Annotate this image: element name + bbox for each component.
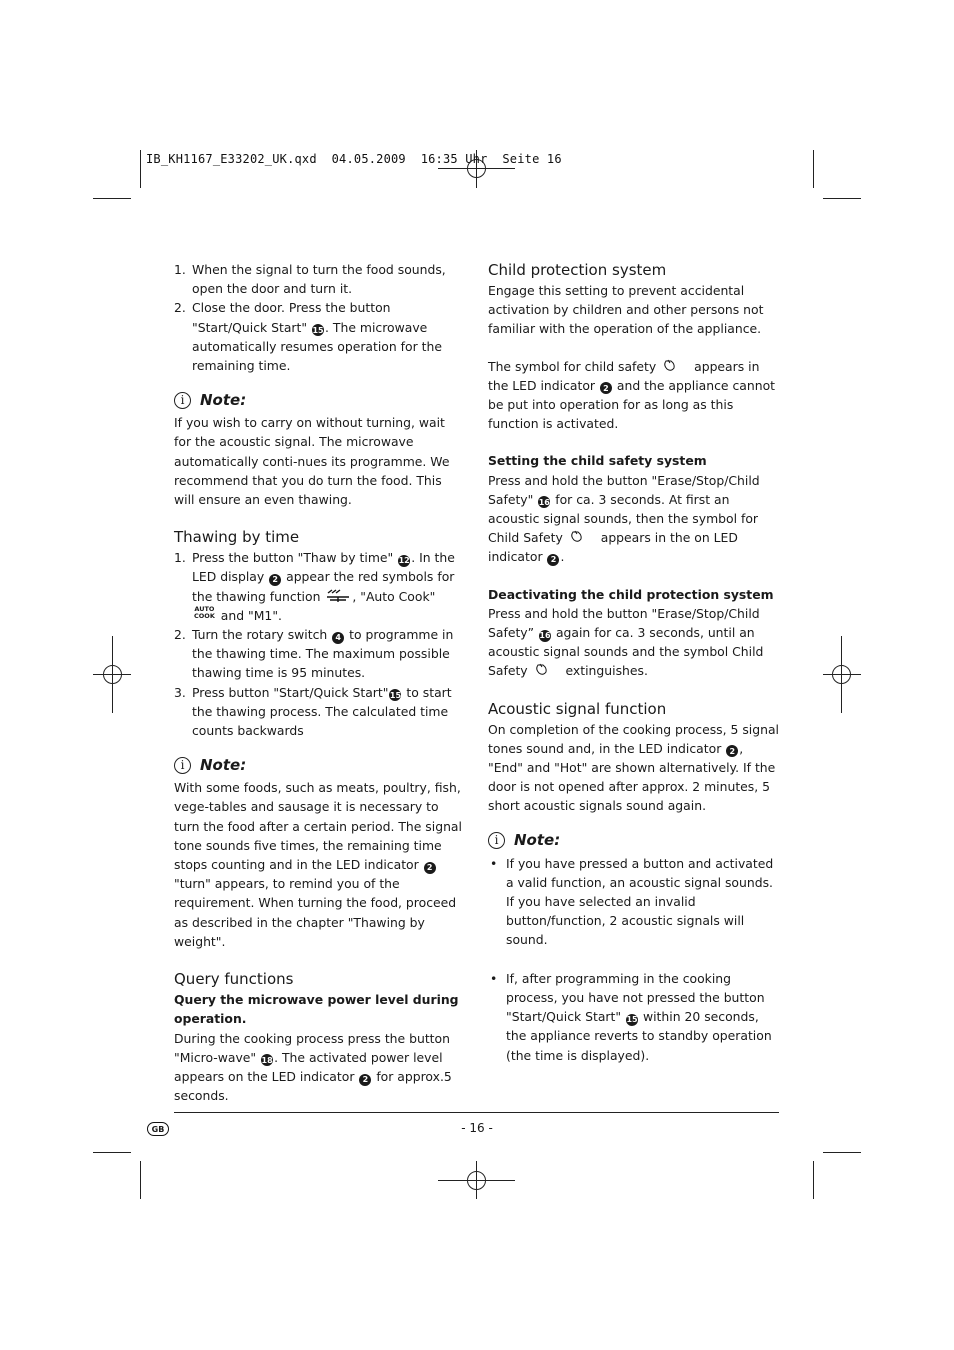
ref-number: 2 xyxy=(726,745,738,757)
footer-divider xyxy=(174,1112,779,1113)
note-heading: i Note: xyxy=(488,830,780,852)
ref-number: 15 xyxy=(389,690,402,700)
ref-number: 16 xyxy=(539,631,551,641)
section-heading-thawing: Thawing by time xyxy=(174,528,300,547)
page-number: - 16 - xyxy=(461,1121,493,1135)
auto-cook-icon: AUTO COOK xyxy=(194,605,215,620)
registration-circle-icon xyxy=(466,1170,487,1191)
acoustic-text: On completion of the cooking process, 5 signal tones sound and, in the LED indicator 2 , "End" and "Hot" are shown alternatively. If the door is not opened after approx. 2 minutes, 5 short acoustic signals sound again. xyxy=(488,721,779,814)
ref-number: 15 xyxy=(312,325,324,335)
ref-number: 15 xyxy=(626,1015,638,1025)
note-heading: i Note: xyxy=(174,754,464,776)
child-safety-icon xyxy=(662,359,688,373)
setting-text: Press and hold the button "Erase/Stop/Child Safety" 16 for ca. 3 seconds. At first an acoustic signal sounds, then the symbol for Child Safety appears in the on LED indicator 2 . xyxy=(488,472,760,565)
ref-number: 2 xyxy=(359,1074,371,1086)
info-icon: i xyxy=(174,757,191,774)
subheading-deactivating: Deactivating the child protection system xyxy=(488,586,774,602)
child-symbol-text: The symbol for child safety appears in the LED indicator 2 and the appliance cannot be put into operation for as long as this function is activated. xyxy=(488,358,776,432)
subheading-setting-child-safety: Setting the child safety system xyxy=(488,453,707,469)
bullet-icon: • xyxy=(490,855,498,871)
note-text: With some foods, such as meats, poultry, fish, vege-tables and sausage it is necessary to turn the food after a certain period. The signal tone sounds five times, the remaining time stops counting and in the LED indicator 2 "turn" appears, to remind you of the requirement. When turning the food, proceed as described in the chapter "Thawing by weight". xyxy=(174,780,462,949)
note-heading: i Note: xyxy=(174,389,464,411)
bullet-icon: • xyxy=(490,970,498,986)
note-text: If you wish to carry on without turning, wait for the acoustic signal. The microwave automatically conti-nues its programme. We recommend that you do turn the food. This will ensure an even thawing. xyxy=(174,415,450,508)
query-text: During the cooking process press the button "Micro-wave" 18. The activated power level appears on the LED indicator 2 for approx.5 seconds. xyxy=(174,1030,452,1104)
list-item: 3. Press button "Start/Quick Start"15 to start the thawing process. The calculated time counts backwards xyxy=(174,684,452,739)
ref-number: 4 xyxy=(332,632,344,644)
note-bullets xyxy=(488,854,780,1065)
ref-number: 2 xyxy=(269,574,281,586)
ref-number: 12 xyxy=(398,556,410,566)
registration-circle-icon xyxy=(831,664,852,685)
ref-number: 18 xyxy=(261,1055,273,1065)
list-item: 2. Close the door. Press the button "Start/Quick Start" 15. The microwave automatically resumes operation for the remaining time. xyxy=(174,300,442,374)
list-item: 2. Turn the rotary switch 4 to programme in the thawing time. The maximum possible thawing time is 95 minutes. xyxy=(174,627,454,681)
section-heading-query: Query functions xyxy=(174,970,294,989)
right-column xyxy=(488,260,780,1065)
ref-number: 2 xyxy=(600,382,612,394)
ref-number: 16 xyxy=(538,497,550,507)
section-heading-child-protection: Child protection system xyxy=(488,261,667,279)
subheading-power-level: Query the microwave power level during operation. xyxy=(174,992,459,1027)
registration-circle-icon xyxy=(102,664,123,685)
ref-number: 2 xyxy=(424,862,436,874)
list-item: 1. Press the button "Thaw by time" 12. In the LED display 2 appear the red symbols for the thawing function , "Auto Cook" AUTO COOK and "M1". xyxy=(174,550,455,623)
turn-food-steps xyxy=(174,260,464,375)
print-slug: IB_KH1167_E33202_UK.qxd 04.05.2009 16:35 Uhr Seite 16 xyxy=(146,152,562,166)
list-item: 1. When the signal to turn the food sounds, open the door and turn it. xyxy=(174,262,446,297)
child-safety-icon xyxy=(569,530,595,544)
thawing-steps xyxy=(174,548,464,740)
ref-number: 2 xyxy=(547,554,559,566)
child-intro: Engage this setting to prevent accidental activation by children and other persons not familiar with the operation of the appliance. xyxy=(488,283,764,337)
deactivating-text: Press and hold the button "Erase/Stop/Child Safety” 16 again for ca. 3 seconds, until an acoustic signal sounds and the symbol Child Safety extinguishes. xyxy=(488,605,764,679)
section-heading-acoustic: Acoustic signal function xyxy=(488,699,667,718)
info-icon: i xyxy=(488,832,505,849)
info-icon: i xyxy=(174,392,191,409)
thaw-symbol-icon xyxy=(326,589,350,603)
language-badge: GB xyxy=(147,1122,169,1136)
list-item: • If you have pressed a button and activated a valid function, an acoustic signal sounds. If you have selected an invalid button/function, 2 acoustic signals will sound. xyxy=(490,855,774,948)
left-column xyxy=(174,260,464,1105)
child-safety-icon xyxy=(534,663,560,677)
list-item: • If, after programming in the cooking process, you have not pressed the button "Start/Quick Start" 15 within 20 seconds, the appliance reverts to standby operation (the time is displayed). xyxy=(490,970,772,1063)
